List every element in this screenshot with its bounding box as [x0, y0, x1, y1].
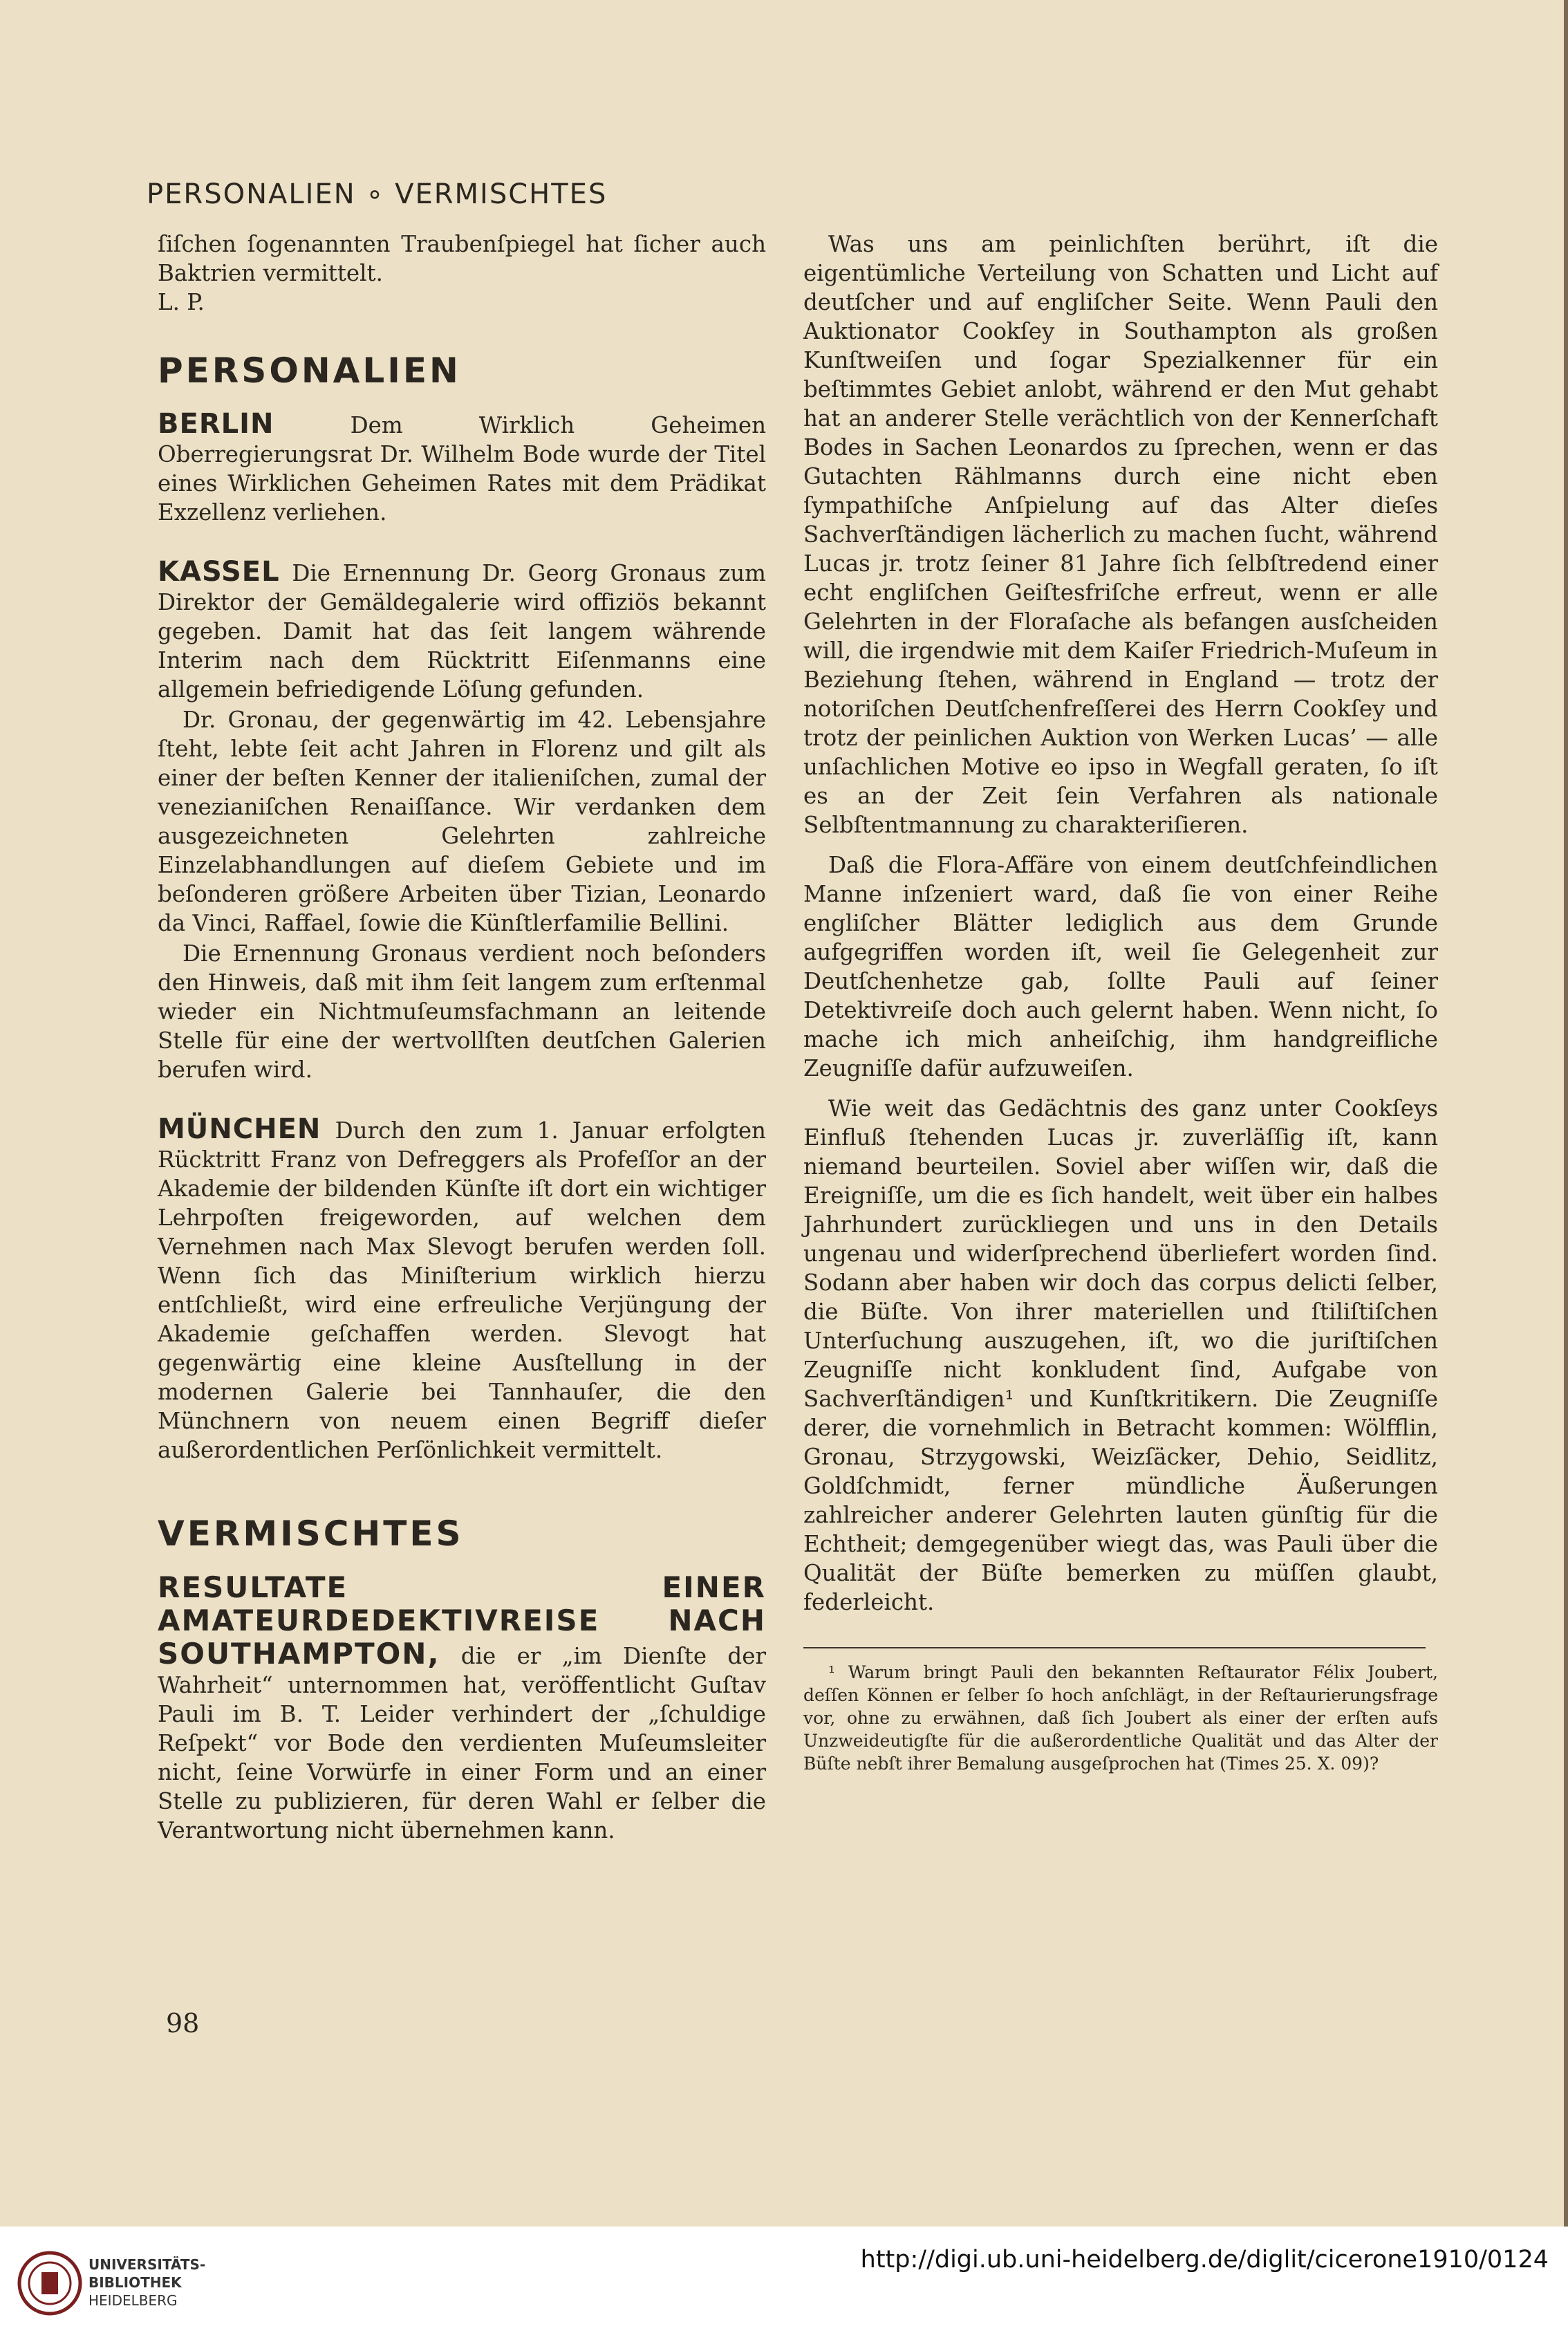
munchen-entry — [158, 1115, 766, 1465]
berlin-entry — [158, 409, 766, 527]
library-seal-icon — [17, 2249, 83, 2318]
source-url[interactable]: http://digi.ub.uni-heidelberg.de/diglit/cicerone1910/0124 — [860, 2246, 1549, 2274]
footnote: ¹ Warum bringt Pauli den bekannten Reſtaurator Félix Joubert, deſſen Können er ſelber ſo hoch anſchlägt, in der Reſtaurierungsfrage vor, ohne zu erwähnen, daß ſich Joubert als einer der erſten aufs Unzweideutigſte für die außerordentliche Qualität und das Alter der Büſte nebſt ihrer Bemalung ausgeſprochen hat (Times 25. X. 09)? — [803, 1662, 1438, 1774]
personalien-heading: PERSONALIEN — [158, 351, 461, 391]
library-name-line-1: UNIVERSITÄTS- — [88, 2256, 206, 2273]
berlin-text: Dem Wirklich Geheimen Oberregierungsrat Dr. Wilhelm Bode wurde der Titel eines Wirklichen Geheimen Rates mit dem Prädikat Exzellenz verliehen. — [158, 412, 766, 526]
kassel-text-2: Dr. Gronau, der gegenwärtig im 42. Lebensjahre ſteht, lebte ſeit acht Jahren in Florenz und gilt als einer der beſten Kenner der italieniſchen, zumal der venezianiſchen Renaiſſance. Wir verdanken dem ausgezeichneten Gelehrten zahlreiche Einzelabhandlungen auf dieſem Gebiete und im beſonderen größere Arbeiten über Tizian, Leonardo da Vinci, Raffael, ſowie die Künſtlerfamilie Bellini. — [158, 707, 766, 936]
library-name — [88, 2256, 205, 2310]
right-paragraph-3: Wie weit das Gedächtnis des ganz unter Cookſeys Einfluß ſtehenden Lucas jr. zuverläſſig iſt, kann niemand beurteilen. Soviel aber wiſſen wir, daß die Ereigniſſe, um die es ſich handelt, weit über ein halbes Jahrhundert zurückliegen und uns in den Details ungenau und widerſprechend überliefert worden ſind. Sodann aber haben wir doch das corpus delicti ſelber, die Büſte. Von ihrer materiellen und ſtiliſtiſchen Unterſuchung auszugehen, iſt, wo die juriſtiſchen Zeugniſſe nicht konkludent ſind, Aufgabe von Sachverſtändigen¹ und Kunſtkritikern. Die Zeugniſſe derer, die vornehmlich in Betracht kommen: Wölfflin, Gronau, Strzygowski, Weizſäcker, Dehio, Seidlitz, Goldſchmidt, ferner mündliche Äußerungen zahlreicher anderer Gelehrten lauten günſtig für die Echtheit; demgegenüber wiegt das, was Pauli über die Qualität der Büſte bemerken zu müſſen glaubt, federleicht. — [803, 1095, 1438, 1615]
library-name-line-2: BIBLIOTHEK — [88, 2274, 182, 2291]
right-paragraph-2: Daß die Flora-Affäre von einem deutſchfeindlichen Manne inſzeniert ward, daß ſie von einer Reihe engliſcher Blätter lediglich aus dem Grunde aufgegriffen worden iſt, weil ſie Gelegenheit zur Deutſchenhetze gab, ſollte Pauli auf ſeiner Detektivreiſe doch auch gelernt haben. Wenn nicht, ſo mache ich mich anheiſchig, ihm handgreifliche Zeugniſſe dafür aufzuweiſen. — [803, 852, 1438, 1081]
right-paragraph-1: Was uns am peinlichſten berührt, iſt die eigentümliche Verteilung von Schatten und Licht auf deutſcher und auf engliſcher Seite. Wenn Pauli den Auktionator Cookſey in Southampton als großen Kunſtweiſen und ſogar Spezialkenner für ein beſtimmtes Gebiet anlobt, während er den Mut gehabt hat an anderer Stelle verächtlich von der Kennerſchaft Bodes in Sachen Leonardos zu ſprechen, wenn er das Gutachten Rählmanns durch eine nicht eben ſympathiſche Anſpielung auf das Alter dieſes Sachverſtändigen lächerlich zu machen ſucht, während Lucas jr. trotz ſeiner 81 Jahre ſich ſelbſtredend einer echt engliſchen Geiſtesfriſche erfreut, wenn er alle Gelehrten in der Floraſache als befangen ausſcheiden will, die irgendwie mit dem Kaiſer Friedrich-Muſeum in Beziehung ſtehen, während in England — trotz der notoriſchen Deutſchenfreſſerei des Herrn Cookſey und trotz der peinlichen Auktion von Werken Lucas’ — alle unſachlichen Motive eo ipso in Wegfall geraten, ſo iſt es an der Zeit ſein Verfahren als nationale Selbſtentmannung zu charakteriſieren. — [803, 231, 1438, 838]
running-head: PERSONALIEN ∘ VERMISCHTES — [147, 178, 608, 210]
vermischtes-heading: VERMISCHTES — [158, 1514, 464, 1554]
intro-text: ſiſchen ſogenannten Traubenſpiegel hat ſicher auch Baktrien vermittelt. — [158, 231, 766, 286]
kassel-heading: KASSEL — [158, 556, 280, 588]
page-number: 98 — [166, 2008, 200, 2038]
article-text: die er „im Dienſte der Wahrheit“ unternommen hat, veröffentlicht Guſtav Pauli im B. T. Leider verhindert der „ſchuldige Reſpekt“ vor Bode den verdienten Muſeumsleiter nicht, ſeine Vorwürfe in einer Form und an einer Stelle zu publizieren, für deren Wahl er ſelber die Verantwortung nicht übernehmen kann. — [158, 1643, 766, 1843]
footer-bar — [0, 2227, 1568, 2342]
left-column — [158, 230, 766, 1845]
intro-signature: L. P. — [158, 289, 205, 315]
munchen-text: Durch den zum 1. Januar erfolgten Rücktritt Franz von Defreggers als Profeſſor an der Akademie der bildenden Künſte iſt dort ein wichtiger Lehrpoſten freigeworden, auf welchen dem Vernehmen nach Max Slevogt berufen werden ſoll. Wenn ſich das Miniſterium wirklich hierzu entſchließt, wird eine erfreuliche Verjüngung der Akademie geſchaffen werden. Slevogt hat gegenwärtig eine kleine Ausſtellung in der modernen Galerie bei Tannhauſer, die den Münchnern von neuem einen Begriff dieſer außerordentlichen Perſönlichkeit vermittelt. — [158, 1117, 766, 1463]
right-column — [803, 230, 1438, 1775]
library-name-line-3: HEIDELBERG — [88, 2292, 178, 2309]
munchen-heading: MÜNCHEN — [158, 1113, 321, 1145]
kassel-text-3: Die Ernennung Gronaus verdient noch beſonders den Hinweis, daß mit ihm ſeit langem zum erſtenmal wieder ein Nichtmuſeumsfachmann an leitende Stelle für eine der wertvollſten deutſchen Galerien berufen wird. — [158, 940, 766, 1083]
kassel-entry — [158, 557, 766, 1084]
kassel-text-1: Die Ernennung Dr. Georg Gronaus zum Direktor der Gemäldegalerie wird offiziös bekannt gegeben. Damit hat das ſeit langem währende Interim nach dem Rücktritt Eiſenmanns eine allgemein befriedigende Löſung gefunden. — [158, 560, 766, 703]
footnote-rule — [803, 1647, 1426, 1648]
article-heading: RESULTATE EINER AMATEURDEDEKTIVREISE NACH SOUTHAMPTON, — [158, 1570, 766, 1671]
article-paragraph — [158, 1571, 766, 1845]
berlin-heading: BERLIN — [158, 408, 274, 440]
